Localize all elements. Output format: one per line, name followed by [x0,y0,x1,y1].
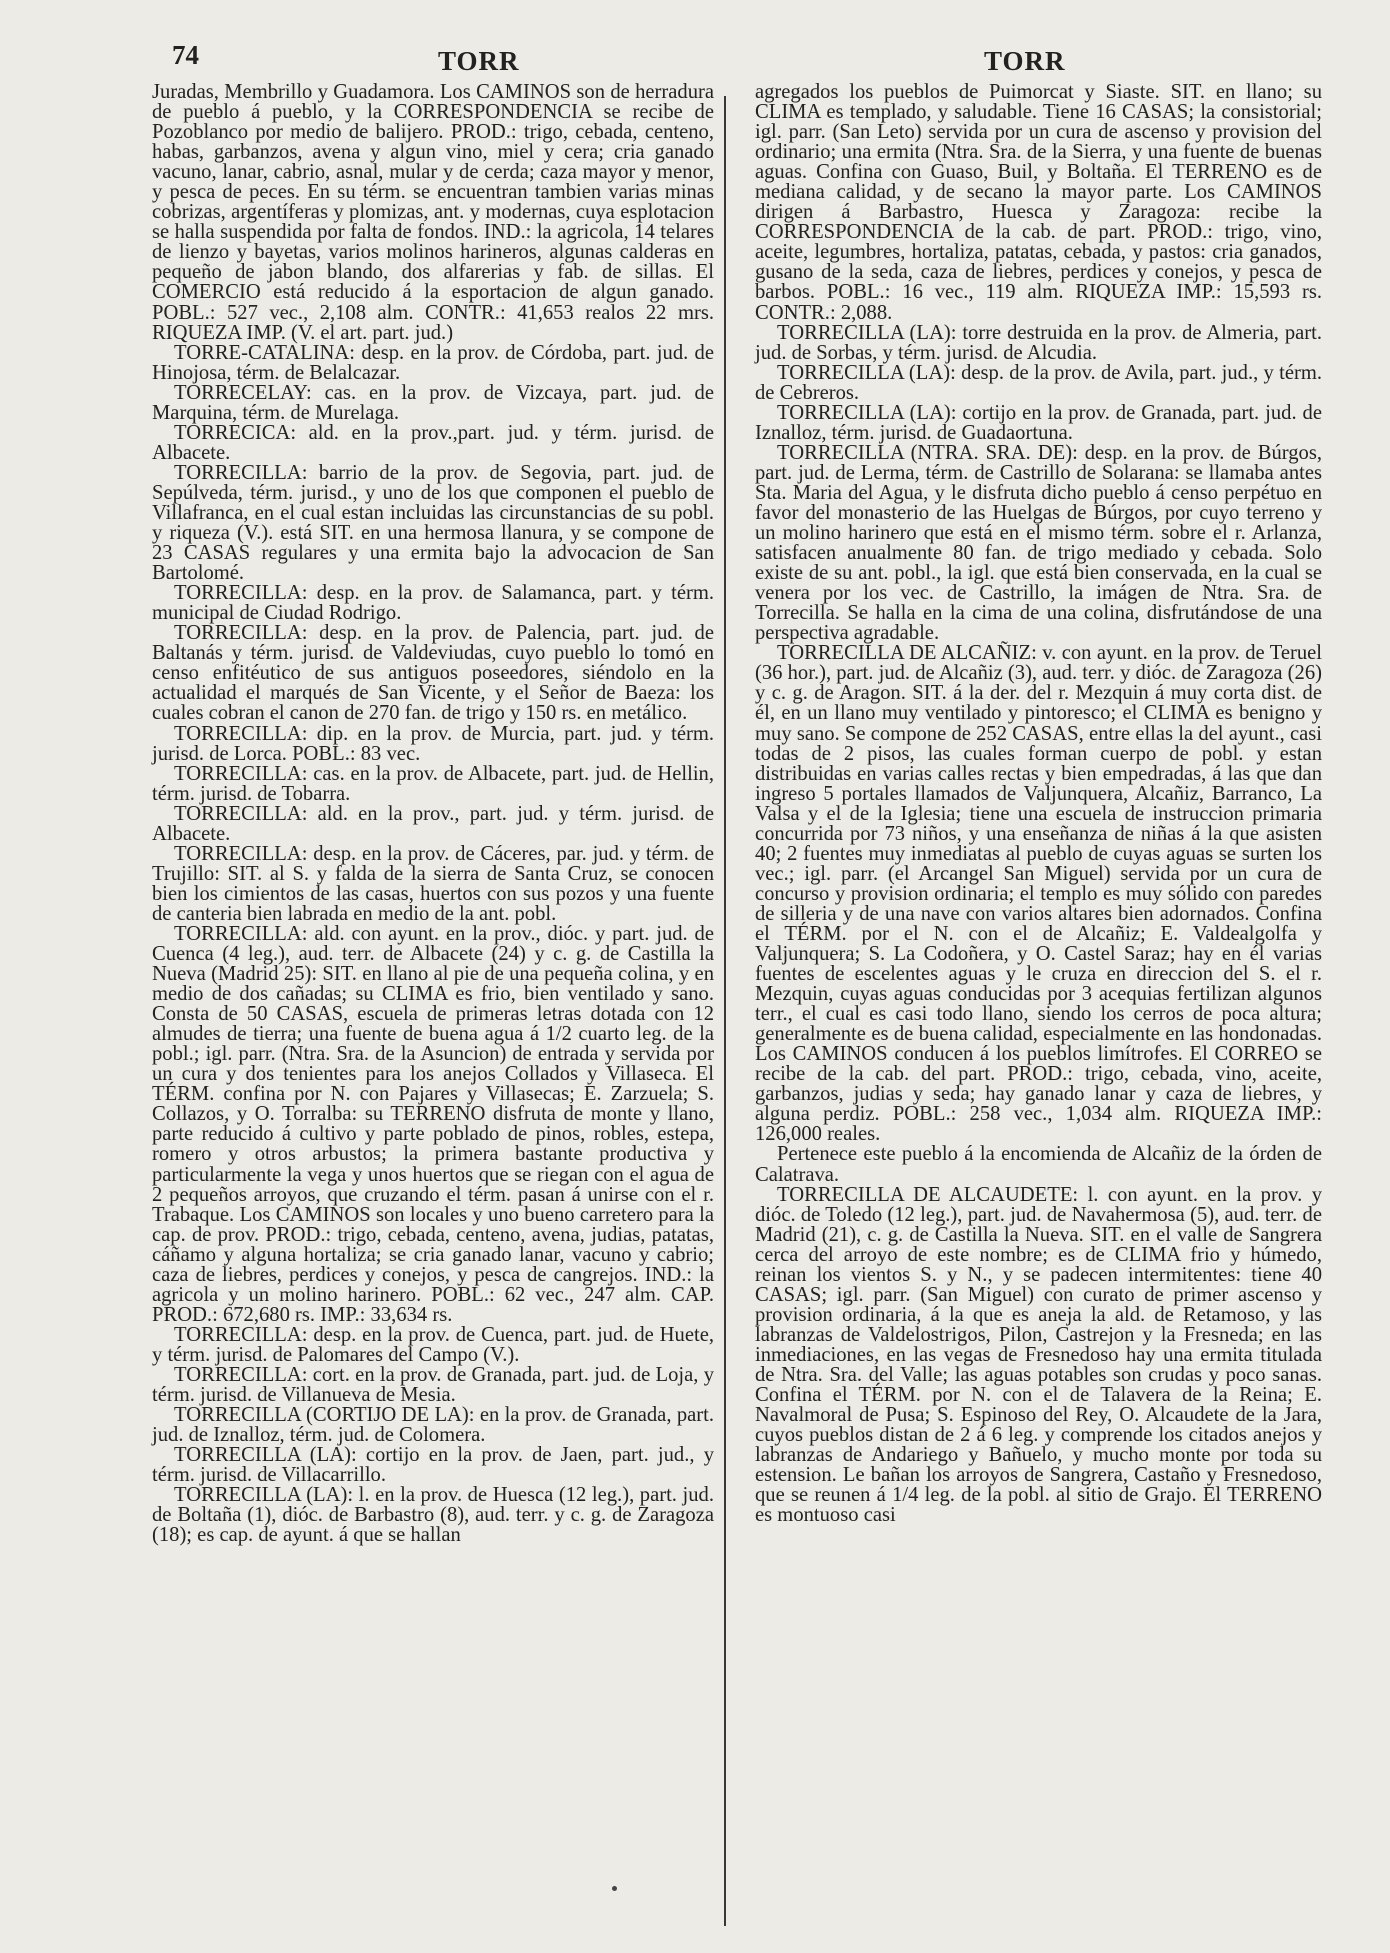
entry-paragraph: TORRECILLA: desp. en la prov. de Palencia, part. jud. de Baltanás y térm. jurisd. de Valdeviudas, cuyo pueblo lo tomó en censo enfitéutico de sus antiguos poseedores, siéndolo en la actualidad el marqués de San Vicente, y el Señor de Baeza: los cuales cobran el canon de 270 fan. de trigo y 150 rs. en metálico. [152,622,714,725]
entry-paragraph: Pertenece este pueblo á la encomienda de Alcañiz de la órden de Calatrava. [755,1143,1322,1186]
entry-paragraph: TORRECILLA: cas. en la prov. de Albacete, part. jud. de Hellin, térm. jurisd. de Tobarra. [152,762,714,805]
entry-paragraph: TORRECILLA: cort. en la prov. de Granada, part. jud. de Loja, y térm. jurisd. de Villanueva de Mesia. [152,1364,714,1407]
entry-paragraph: TORRECILLA (LA): cortijo en la prov. de Granada, part. jud. de Iznalloz, térm. jurisd. de Guadaortuna. [755,401,1322,444]
entry-paragraph: TORRECILLA (CORTIJO DE LA): en la prov. de Granada, part. jud. de Iznalloz, térm. jud. de Colomera. [152,1404,714,1447]
entry-paragraph: TORRECILLA (LA): desp. de la prov. de Avila, part. jud., y térm. de Cebreros. [755,361,1322,404]
entry-paragraph: agregados los pueblos de Puimorcat y Siaste. SIT. en llano; su CLIMA es templado, y saludable. Tiene 16 CASAS; la consistorial; igl. parr. (San Leto) servida por un cura de ascenso y provision del ordinario; una ermita (Ntra. Sra. de la Sierra, y una fuente de buenas aguas. Confina con Guaso, Buil, y Boltaña. El TERRENO es de mediana calidad, y de secano la mayor parte. Los CAMINOS dirigen á Barbastro, Huesca y Zaragoza: recibe la CORRESPONDENCIA de la cab. de part. PROD.: trigo, vino, aceite, legumbres, hortaliza, patatas, cebada, y pastos: cria ganados, gusano de la seda, caza de liebres, perdices y conejos, y pesca de barbos. POBL.: 16 vec., 119 alm. RIQUEZA IMP.: 15,593 rs. CONTR.: 2,088. [755,81,1322,324]
entry-paragraph: TORRECILLA DE ALCAÑIZ: v. con ayunt. en la prov. de Teruel (36 hor.), part. jud. de Alcañiz (3), aud. terr. y dióc. de Zaragoza (26) y c. g. de Aragon. SIT. á la der. del r. Mezquin á muy corta dist. de él, en un llano muy ventilado y pintoresco; el CLIMA es benigno y muy sano. Se compone de 252 CASAS, entre ellas la del ayunt., casi todas de 2 pisos, las cuales forman cuerpo de pobl. y estan distribuidas en varias calles rectas y bien empedradas, á las que dan ingreso 5 portales llamados de Valjunquera, Alcañiz, Barranco, La Valsa y el de la Iglesia; tiene una escuela de instruccion primaria concurrida por 73 niños, y una enseñanza de niñas á la que asisten 40; 2 fuentes muy inmediatas al pueblo de cuyas aguas se surten los vec.; igl. parr. (el Arcangel San Miguel) servida por un cura de concurso y provision ordinaria; el templo es muy sólido con paredes de silleria y de una nave con varios altares bien adornados. Confina el TÉRM. por el N. con el de Alcañiz; E. Valdealgolfa y Valjunquera; S. La Codoñera, y O. Castel Saraz; hay en él varias fuentes de escelentes aguas y le cruza en direccion del S. el r. Mezquin, cuyas aguas conducidas por 3 acequias fertilizan algunos terr., el cual es casi todo llano, siendo los cerros de poca altura; generalmente es de buena calidad, especialmente en las hondonadas. Los CAMINOS conducen á los pueblos limítrofes. El CORREO se recibe de la cab. del part. PROD.: trigo, cebada, vino, aceite, garbanzos, judias y seda; hay ganado lanar y caza de liebres, y alguna perdiz. POBL.: 258 vec., 1,034 alm. RIQUEZA IMP.: 126,000 reales. [755,642,1322,1146]
entry-paragraph: TORRECILLA: ald. en la prov., part. jud. y térm. jurisd. de Albacete. [152,802,714,845]
entry-paragraph: TORRECILLA (LA): cortijo en la prov. de Jaen, part. jud., y térm. jurisd. de Villacarrillo. [152,1444,714,1487]
entry-paragraph: TORRECILLA (LA): torre destruida en la prov. de Almeria, part. jud. de Sorbas, y térm. jurisd. de Alcudia. [755,321,1322,364]
entry-paragraph: TORRECILLA (NTRA. SRA. DE): desp. en la prov. de Búrgos, part. jud. de Lerma, térm. de Castrillo de Solarana: se llamaba antes Sta. Maria del Agua, y le disfruta dicho pueblo á censo perpétuo en favor del monasterio de las Huelgas de Búrgos, por cuyo terreno y un molino harinero que está en el mismo térm. sobre el r. Arlanza, satisfacen anualmente 80 fan. de trigo mediado y cebada. Solo existe de su ant. pobl., la igl. que está bien conservada, en la cual se venera por los vec. de Castrillo, la imágen de Ntra. Sra. de Torrecilla. Se halla en la cima de una colina, disfrutándose de una perspectiva agradable. [755,441,1322,645]
entry-paragraph: TORRECILLA: desp. en la prov. de Cuenca, part. jud. de Huete, y térm. jurisd. de Palomares del Campo (V.). [152,1323,714,1366]
entry-paragraph: TORRECELAY: cas. en la prov. de Vizcaya, part. jud. de Marquina, térm. de Murelaga. [152,381,714,424]
left-column [152,82,714,1545]
entry-paragraph: TORRECILLA: desp. en la prov. de Cáceres, par. jud. y térm. de Trujillo: SIT. al S. y falda de la sierra de Santa Cruz, se conocen bien los cimientos de las casas, huertos con sus pozos y una fuente de canteria bien labrada en medio de la ant. pobl. [152,842,714,925]
entry-paragraph: Juradas, Membrillo y Guadamora. Los CAMINOS son de herradura de pueblo á pueblo, y la CORRESPONDENCIA se recibe de Pozoblanco por medio de balijero. PROD.: trigo, cebada, centeno, habas, garbanzos, avena y algun vino, miel y cera; cria ganado vacuno, lanar, cabrio, asnal, mular y de cerda; caza mayor y menor, y pesca de peces. En su térm. se encuentran tambien varias minas cobrizas, argentíferas y plomizas, ant. y modernas, cuya esplotacion se halla suspendida por falta de fondos. IND.: la agricola, 14 telares de lienzo y bayetas, varios molinos harineros, algunas calderas en pequeño de jabon blando, dos alfarerias y fab. de sillas. El COMERCIO está reducido á la esportacion de algun ganado. POBL.: 527 vec., 2,108 alm. CONTR.: 41,653 realos 22 mrs. RIQUEZA IMP. (V. el art. part. jud.) [152,81,714,344]
entry-paragraph: TORRECILLA: barrio de la prov. de Segovia, part. jud. de Sepúlveda, térm. jurisd., y uno de los que componen el pueblo de Villafranca, en el cual estan incluidas las circunstancias de su pobl. y riqueza (V.). está SIT. en una hermosa llanura, y se compone de 23 CASAS regulares y una ermita bajo la advocacion de San Bartolomé. [152,461,714,585]
running-head-right: TORR [984,46,1066,76]
entry-paragraph: TORRE-CATALINA: desp. en la prov. de Córdoba, part. jud. de Hinojosa, térm. de Belalcazar. [152,341,714,384]
right-column [755,82,1322,1525]
entry-paragraph: TORRECILLA DE ALCAUDETE: l. con ayunt. en la prov. y dióc. de Toledo (12 leg.), part. jud. de Navahermosa (5), aud. terr. de Madrid (21), c. g. de Castilla la Nueva. SIT. en el valle de Sangrera cerca del arroyo de este nombre; es de CLIMA frio y húmedo, reinan los vientos S. y N., y se padecen intermitentes: tiene 40 CASAS; igl. parr. (San Miguel) con curato de primer ascenso y provision ordinaria, á la que es aneja la ald. de Retamoso, y las labranzas de Valdelostrigos, Pilon, Castrejon y la Fresneda; en las inmediaciones, en las vegas de Fresnedoso hay una ermita titulada de Ntra. Sra. del Valle; las aguas potables son crudas y poco sanas. Confina el TÉRM. por N. con el de Talavera de la Reina; E. Navalmoral de Pusa; S. Espinoso del Rey, O. Alcaudete de la Jara, cuyos pueblos distan de 2 á 6 leg. y comprende los citados anejos y labranzas de Andariego y Bañuelo, y mucho monte por toda su estension. Le bañan los arroyos de Sangrera, Castaño y Fresnedoso, que se reunen á 1/4 leg. de la pobl. al sitio de Grajo. El TERRENO es montuoso casi [755,1183,1322,1527]
entry-paragraph: TORRECICA: ald. en la prov.,part. jud. y térm. jurisd. de Albacete. [152,421,714,464]
entry-paragraph: TORRECILLA: dip. en la prov. de Murcia, part. jud. y térm. jurisd. de Lorca. POBL.: 83 vec. [152,722,714,765]
entry-paragraph: TORRECILLA: ald. con ayunt. en la prov., dióc. y part. jud. de Cuenca (4 leg.), aud. terr. de Albacete (24) y c. g. de Castilla la Nueva (Madrid 25): SIT. en llano al pie de una pequeña colina, y en medio de dos cañadas; su CLIMA es frio, bien ventilado y sano. Consta de 50 CASAS, escuela de primeras letras dotada con 12 almudes de tierra; una fuente de buena agua á 1/2 cuarto leg. de la pobl.; igl. parr. (Ntra. Sra. de la Asuncion) de entrada y servida por un cura y dos tenientes para los anejos Collados y Villaseca. El TÉRM. confina por N. con Pajares y Villasecas; E. Zarzuela; S. Collazos, y O. Torralba: su TERRENO disfruta de monte y llano, parte reducido á cultivo y parte poblado de pinos, robles, estepa, romero y otros arbustos; la primera bastante productiva y particularmente la vega y unos huertos que se riegan con el agua de 2 pequeños arroyos, que cruzando el térm. pasan á unirse con el r. Trabaque. Los CAMINOS son locales y uno bueno carretero para la cap. de prov. PROD.: trigo, cebada, centeno, avena, judias, patatas, cáñamo y alguna hortaliza; se cria ganado lanar, vacuno y cabrio; caza de liebres, perdices y conejos, y pesca de cangrejos. IND.: la agricola y un molino harinero. POBL.: 62 vec., 247 alm. CAP. PROD.: 672,680 rs. IMP.: 33,634 rs. [152,922,714,1326]
column-divider [724,96,726,1926]
entry-paragraph: TORRECILLA: desp. en la prov. de Salamanca, part. y térm. municipal de Ciudad Rodrigo. [152,582,714,625]
entry-paragraph: TORRECILLA (LA): l. en la prov. de Huesca (12 leg.), part. jud. de Boltaña (1), dióc. de Barbastro (8), aud. terr. y c. g. de Zaragoza (18); es cap. de ayunt. á que se hallan [152,1484,714,1547]
page-number: 74 [172,40,199,70]
page-mark [612,1886,617,1891]
running-head-left: TORR [438,46,520,76]
